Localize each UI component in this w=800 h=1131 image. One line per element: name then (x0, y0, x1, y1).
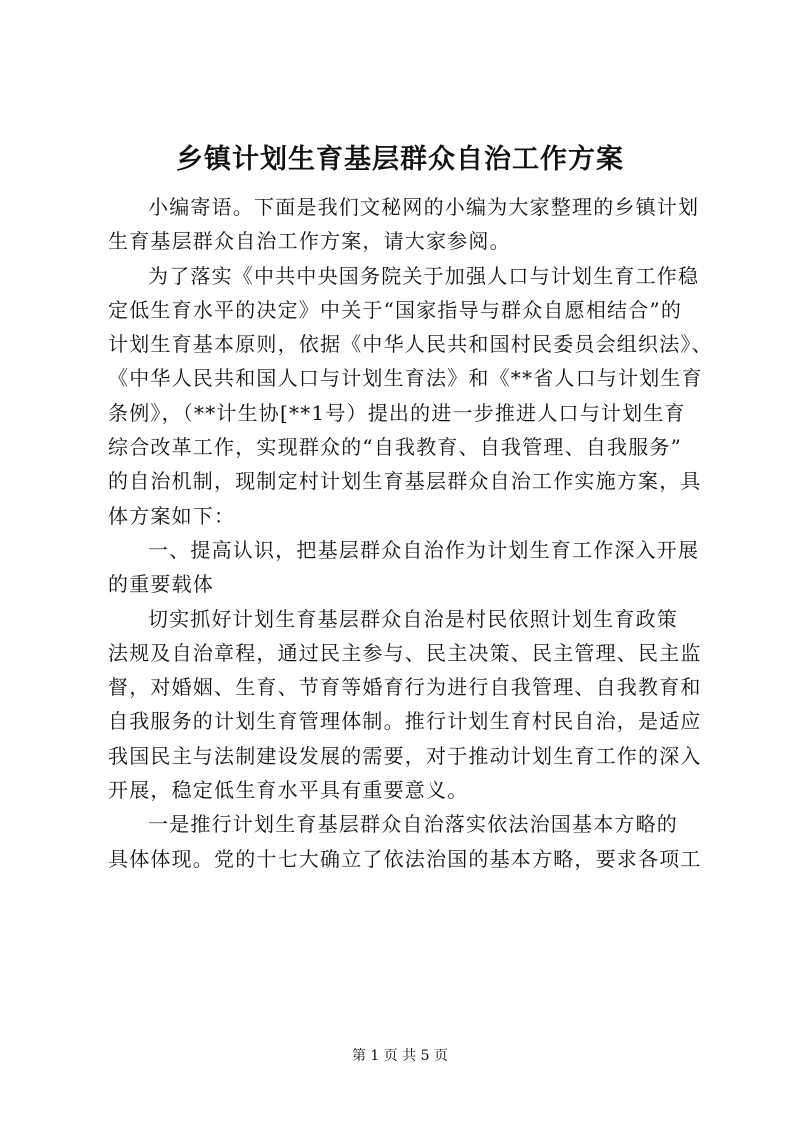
text-line: 自我服务的计划生育管理体制。推行计划生育村民自治，是适应 (108, 709, 702, 734)
text-line: 切实抓好计划生育基层群众自治是村民依照计划生育政策 (148, 606, 678, 631)
text-line: 具体体现。党的十七大确立了依法治国的基本方略，要求各项工 (108, 846, 702, 871)
document-body (108, 190, 713, 876)
section-heading-line: 一、提高认识，把基层群众自治作为计划生育工作深入开展 (148, 537, 700, 562)
document-title: 乡镇计划生育基层群众自治工作方案 (176, 144, 624, 175)
section-heading-line: 的重要载体 (108, 572, 214, 597)
text-line: 《中华人民共和国人口与计划生育法》和《**省人口与计划生育 (108, 366, 703, 391)
page-number-footer: 第 1 页 共 5 页 (351, 1048, 449, 1064)
text-line: 生育基层群众自治工作方案，请大家参阅。 (108, 229, 511, 254)
text-line: 计划生育基本原则，依据《中华人民共和国村民委员会组织法》、 (108, 332, 713, 357)
text-line: 法规及自治章程，通过民主参与、民主决策、民主管理、民主监 (108, 640, 702, 665)
text-line: 条例》，（**计生协[**1号）提出的进一步推进人口与计划生育 (108, 400, 686, 425)
text-line: 体方案如下： (108, 503, 236, 528)
text-line: 小编寄语。下面是我们文秘网的小编为大家整理的乡镇计划 (148, 195, 700, 219)
text-line: 督，对婚姻、生育、节育等婚育行为进行自我管理、自我教育和 (108, 675, 702, 700)
text-line: 一是推行计划生育基层群众自治落实依法治国基本方略的 (148, 812, 678, 837)
text-line: 开展，稳定低生育水平具有重要意义。 (108, 778, 469, 803)
text-line: 定低生育水平的决定》中关于“国家指导与群众自愿相结合”的 (108, 297, 683, 322)
text-line: 我国民主与法制建设发展的需要，对于推动计划生育工作的深入 (108, 743, 702, 768)
text-line: 为了落实《中共中央国务院关于加强人口与计划生育工作稳 (148, 263, 700, 288)
text-line: 的自治机制，现制定村计划生育基层群众自治工作实施方案，具 (108, 469, 702, 494)
text-line: 综合改革工作，实现群众的“自我教育、自我管理、自我服务” (108, 435, 683, 460)
